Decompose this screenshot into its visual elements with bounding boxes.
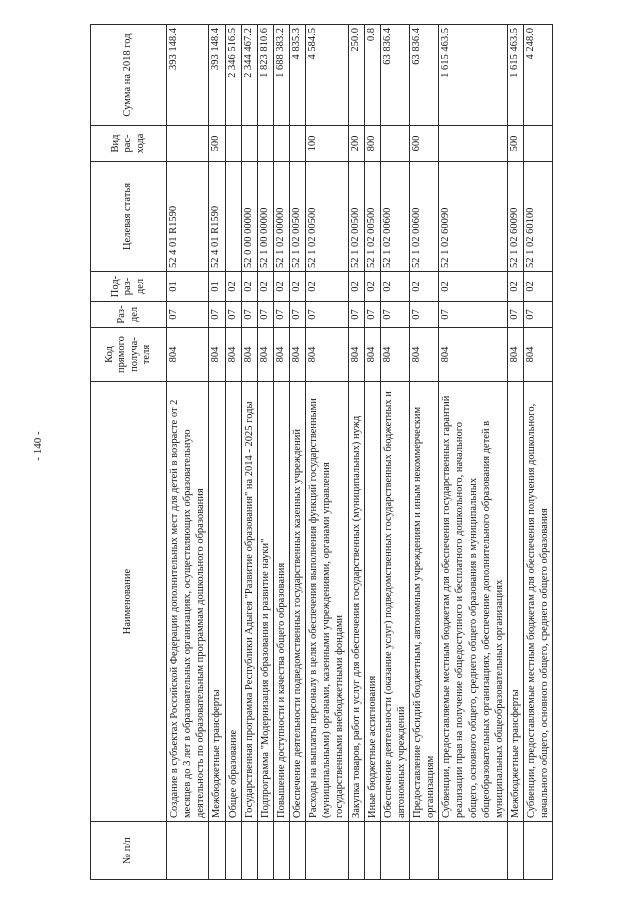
- row-code: 804: [167, 328, 209, 382]
- row-section: 07: [273, 302, 289, 328]
- row-expense: [380, 126, 409, 162]
- row-subsection: 02: [507, 272, 523, 302]
- table-row: [306, 25, 348, 880]
- row-sum: 0.8: [364, 25, 380, 126]
- row-name: Расходы на выплаты персоналу в целях обеспечения выполнения функций государственными (муниципальными) органами, казенными учреждениями, органами управления государственными внебюджетными фондами: [306, 382, 348, 822]
- row-target: 52 1 02 00500: [306, 162, 348, 272]
- table-row: [524, 25, 553, 880]
- row-sum: 63 836.4: [410, 25, 439, 126]
- table-row: [290, 25, 306, 880]
- row-num: [241, 822, 257, 880]
- row-code: 804: [380, 328, 409, 382]
- row-code: 804: [225, 328, 241, 382]
- header-target: Целевая статья: [91, 162, 167, 272]
- row-name: Обеспечение деятельности подведомственных государственных казенных учреждений: [290, 382, 306, 822]
- page-number: - 140 -: [32, 431, 44, 461]
- table-row: [167, 25, 209, 880]
- row-name: Иные бюджетные ассигнования: [364, 382, 380, 822]
- table-row: [257, 25, 273, 880]
- row-target: 52 1 02 60090: [507, 162, 523, 272]
- row-num: [225, 822, 241, 880]
- row-sum: 1 688 383.2: [273, 25, 289, 126]
- row-target: 52 4 01 R1590: [209, 162, 225, 272]
- table-header-row: [91, 25, 167, 880]
- row-section: 07: [209, 302, 225, 328]
- row-code: 804: [241, 328, 257, 382]
- row-sum: 250.0: [348, 25, 364, 126]
- row-section: 07: [507, 302, 523, 328]
- row-subsection: 02: [241, 272, 257, 302]
- row-code: 804: [348, 328, 364, 382]
- row-num: [410, 822, 439, 880]
- row-num: [524, 822, 553, 880]
- row-sum: 1 823 810.6: [257, 25, 273, 126]
- row-section: 07: [524, 302, 553, 328]
- table-row: [507, 25, 523, 880]
- row-target: 52 1 00 00000: [257, 162, 273, 272]
- row-subsection: 02: [225, 272, 241, 302]
- table-row: [410, 25, 439, 880]
- budget-sheet: [90, 25, 640, 880]
- row-code: 804: [364, 328, 380, 382]
- row-code: 804: [290, 328, 306, 382]
- row-subsection: 02: [380, 272, 409, 302]
- row-code: 804: [507, 328, 523, 382]
- row-num: [257, 822, 273, 880]
- row-name: Субвенции, предоставляемые местным бюджетам для обеспечения государственных гарантий реализации прав на получение общедоступного и бесплатного дошкольного, начального общего, основного общего, среднего общего образования в муниципальных общеобразовательных организациях, обеспечение дополнительного образования детей в муниципальных общеобразовательных организациях: [439, 382, 508, 822]
- row-code: 804: [257, 328, 273, 382]
- table-row: [273, 25, 289, 880]
- row-name: Государственная программа Республики Адыгея "Развитие образования" на 2014 - 2025 годы: [241, 382, 257, 822]
- row-sum: 2 346 516.5: [225, 25, 241, 126]
- header-code: Код прямого получа-теля: [91, 328, 167, 382]
- row-expense: [273, 126, 289, 162]
- row-code: 804: [273, 328, 289, 382]
- header-subsection: Под-раз-дел: [91, 272, 167, 302]
- row-subsection: 02: [439, 272, 508, 302]
- budget-table: [90, 24, 553, 880]
- row-num: [380, 822, 409, 880]
- row-subsection: 02: [306, 272, 348, 302]
- row-target: 52 1 02 00500: [364, 162, 380, 272]
- row-target: 52 1 02 00600: [380, 162, 409, 272]
- row-subsection: 01: [209, 272, 225, 302]
- table-row: [380, 25, 409, 880]
- row-section: 07: [364, 302, 380, 328]
- row-expense: 800: [364, 126, 380, 162]
- row-expense: 600: [410, 126, 439, 162]
- row-subsection: 02: [410, 272, 439, 302]
- row-name: Межбюджетные трансферты: [209, 382, 225, 822]
- row-section: 07: [348, 302, 364, 328]
- row-num: [209, 822, 225, 880]
- row-code: 804: [306, 328, 348, 382]
- header-expense: Вид рас-хода: [91, 126, 167, 162]
- row-num: [290, 822, 306, 880]
- row-sum: 1 615 463.5: [507, 25, 523, 126]
- row-name: Общее образование: [225, 382, 241, 822]
- row-section: 07: [410, 302, 439, 328]
- row-name: Создание в субъектах Российской Федерации дополнительных мест для детей в возрасте от 2 месяцев до 3 лет в образовательных организациях, осуществляющих образовательную деятельность по образовательным программам дошкольного образования: [167, 382, 209, 822]
- row-code: 804: [410, 328, 439, 382]
- table-row: [348, 25, 364, 880]
- row-num: [364, 822, 380, 880]
- row-expense: [524, 126, 553, 162]
- row-name: Закупка товаров, работ и услуг для обеспечения государственных (муниципальных) нужд: [348, 382, 364, 822]
- table-row: [225, 25, 241, 880]
- row-name: Межбюджетные трансферты: [507, 382, 523, 822]
- row-target: 52 4 01 R1590: [167, 162, 209, 272]
- row-subsection: 02: [364, 272, 380, 302]
- row-section: 07: [241, 302, 257, 328]
- row-target: 52 0 00 00000: [241, 162, 257, 272]
- row-sum: 4 584.5: [306, 25, 348, 126]
- row-expense: [439, 126, 508, 162]
- row-target: 52 1 02 60100: [524, 162, 553, 272]
- row-expense: [290, 126, 306, 162]
- row-num: [348, 822, 364, 880]
- row-expense: [167, 126, 209, 162]
- row-target: 52 1 02 00600: [410, 162, 439, 272]
- row-name: Предоставление субсидий бюджетным, автономным учреждениям и иным некоммерческим организациям: [410, 382, 439, 822]
- header-num: № п/п: [91, 822, 167, 880]
- row-subsection: 01: [167, 272, 209, 302]
- table-row: [439, 25, 508, 880]
- row-section: 07: [167, 302, 209, 328]
- row-num: [167, 822, 209, 880]
- row-target: 52 1 02 00500: [348, 162, 364, 272]
- row-subsection: 02: [273, 272, 289, 302]
- row-section: 07: [306, 302, 348, 328]
- row-num: [439, 822, 508, 880]
- row-expense: 500: [507, 126, 523, 162]
- row-subsection: 02: [348, 272, 364, 302]
- row-sum: 393 148.4: [209, 25, 225, 126]
- row-expense: [225, 126, 241, 162]
- row-num: [273, 822, 289, 880]
- row-subsection: 02: [524, 272, 553, 302]
- row-sum: 2 344 467.2: [241, 25, 257, 126]
- row-name: Подпрограмма "Модернизация образования и развитие науки": [257, 382, 273, 822]
- row-expense: 500: [209, 126, 225, 162]
- row-name: Субвенции, предоставляемые местным бюджетам для обеспечения получения дошкольного, начального общего, основного общего, среднего общего образования: [524, 382, 553, 822]
- row-expense: 100: [306, 126, 348, 162]
- header-name: Наименование: [91, 382, 167, 822]
- header-section: Раз-дел: [91, 302, 167, 328]
- row-sum: 63 836.4: [380, 25, 409, 126]
- row-sum: 393 148.4: [167, 25, 209, 126]
- row-section: 07: [439, 302, 508, 328]
- row-sum: 4 248.0: [524, 25, 553, 126]
- row-section: 07: [257, 302, 273, 328]
- row-sum: 1 615 463.5: [439, 25, 508, 126]
- row-expense: 200: [348, 126, 364, 162]
- row-target: 52 1 02 00500: [290, 162, 306, 272]
- row-target: [225, 162, 241, 272]
- row-name: Обеспечение деятельности (оказание услуг) подведомственных государственных бюджетных и автономных учреждений: [380, 382, 409, 822]
- row-expense: [257, 126, 273, 162]
- row-section: 07: [380, 302, 409, 328]
- table-row: [241, 25, 257, 880]
- table-row: [364, 25, 380, 880]
- row-name: Повышение доступности и качества общего образования: [273, 382, 289, 822]
- row-expense: [241, 126, 257, 162]
- row-subsection: 02: [257, 272, 273, 302]
- table-row: [209, 25, 225, 880]
- row-sum: 4 835.3: [290, 25, 306, 126]
- row-target: 52 1 02 00000: [273, 162, 289, 272]
- row-subsection: 02: [290, 272, 306, 302]
- row-num: [306, 822, 348, 880]
- header-sum: Сумма на 2018 год: [91, 25, 167, 126]
- row-code: 804: [524, 328, 553, 382]
- row-code: 804: [439, 328, 508, 382]
- row-section: 07: [290, 302, 306, 328]
- row-num: [507, 822, 523, 880]
- row-section: 07: [225, 302, 241, 328]
- row-code: 804: [209, 328, 225, 382]
- row-target: 52 1 02 60090: [439, 162, 508, 272]
